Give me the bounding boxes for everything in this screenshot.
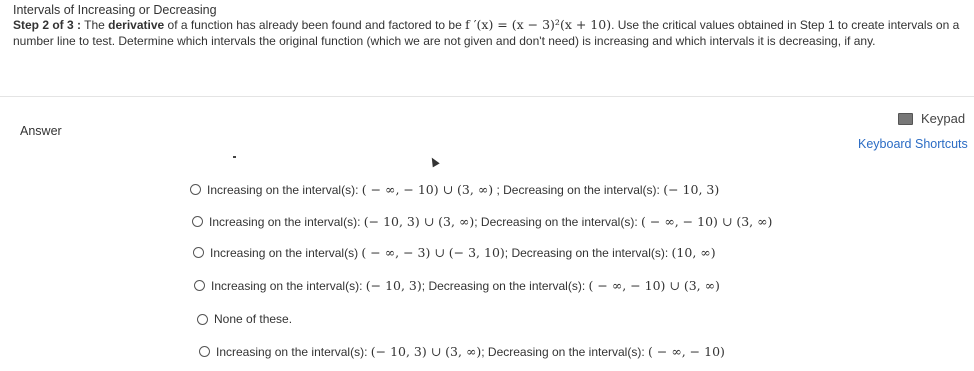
step-text-1: The	[81, 18, 109, 32]
increasing-label: Increasing on the interval(s):	[211, 279, 363, 293]
decreasing-label: Decreasing on the interval(s):	[487, 345, 645, 359]
increasing-label: Increasing on the interval(s):	[207, 183, 359, 197]
keypad-button[interactable]	[898, 111, 965, 126]
option-text: None of these.	[214, 312, 293, 326]
decreasing-interval: (− 10, 3)	[663, 182, 720, 197]
answer-option-6[interactable]	[199, 344, 725, 359]
decreasing-label: Decreasing on the interval(s):	[511, 246, 669, 260]
keypad-label: Keypad	[921, 111, 966, 126]
option-text	[210, 245, 716, 260]
answer-label: Answer	[20, 124, 62, 138]
step-label: Step 2 of 3 :	[13, 18, 82, 32]
separator: ;	[493, 183, 504, 197]
step-text-3: . Use the critical values obtained in Step 1 to create intervals on a number line to test. Determine which intervals the original function (which we are not given and don't need) is increasing and which intervals it is decreasing, if any.	[13, 18, 960, 48]
answer-option-2[interactable]	[192, 214, 772, 229]
section-divider	[0, 96, 974, 97]
keypad-icon	[898, 113, 913, 125]
decreasing-label: Decreasing on the interval(s):	[480, 215, 638, 229]
increasing-interval: (− 10, 3) ∪ (3, ∞)	[363, 214, 475, 229]
increasing-label: Increasing on the interval(s):	[209, 215, 361, 229]
text-cursor-mark	[233, 156, 236, 158]
decreasing-interval: (10, ∞)	[671, 245, 716, 260]
decreasing-interval: ( − ∞, − 10)	[648, 344, 725, 359]
radio-button[interactable]	[194, 280, 205, 291]
option-text	[209, 214, 772, 229]
radio-button[interactable]	[192, 216, 203, 227]
separator: ;	[481, 345, 488, 359]
option-text	[207, 182, 719, 197]
keyboard-shortcuts-link[interactable]: Keyboard Shortcuts	[858, 137, 968, 151]
radio-button[interactable]	[197, 314, 208, 325]
radio-button[interactable]	[190, 184, 201, 195]
increasing-interval: ( − ∞, − 3) ∪ (− 3, 10)	[361, 245, 505, 260]
separator: ;	[421, 279, 429, 293]
option-text	[211, 278, 720, 293]
decreasing-interval: ( − ∞, − 10) ∪ (3, ∞)	[588, 278, 720, 293]
step-instructions	[13, 17, 963, 49]
increasing-interval: (− 10, 3) ∪ (3, ∞)	[370, 344, 482, 359]
decreasing-label: Decreasing on the interval(s):	[503, 183, 660, 197]
answer-option-4[interactable]	[194, 278, 720, 293]
decreasing-label: Decreasing on the interval(s):	[428, 279, 586, 293]
derivative-formula: f ′(x) = (x − 3)²(x + 10)	[465, 17, 612, 32]
answer-option-3[interactable]	[193, 245, 716, 260]
increasing-label: Increasing on the interval(s)	[210, 246, 359, 260]
increasing-label: Increasing on the interval(s):	[216, 345, 368, 359]
separator: ;	[504, 246, 512, 260]
option-text	[216, 344, 725, 359]
step-bold-word: derivative	[108, 18, 165, 32]
step-text-2: of a function has already been found and factored to be	[164, 18, 466, 32]
answer-option-1[interactable]	[190, 182, 719, 197]
answer-option-5[interactable]	[197, 312, 292, 326]
page-title: Intervals of Increasing or Decreasing	[13, 3, 217, 17]
radio-button[interactable]	[199, 346, 210, 357]
separator: ;	[474, 215, 481, 229]
radio-button[interactable]	[193, 247, 204, 258]
decreasing-interval: ( − ∞, − 10) ∪ (3, ∞)	[641, 214, 773, 229]
increasing-interval: ( − ∞, − 10) ∪ (3, ∞)	[361, 182, 494, 197]
mouse-pointer-icon	[428, 156, 439, 168]
increasing-interval: (− 10, 3)	[365, 278, 422, 293]
